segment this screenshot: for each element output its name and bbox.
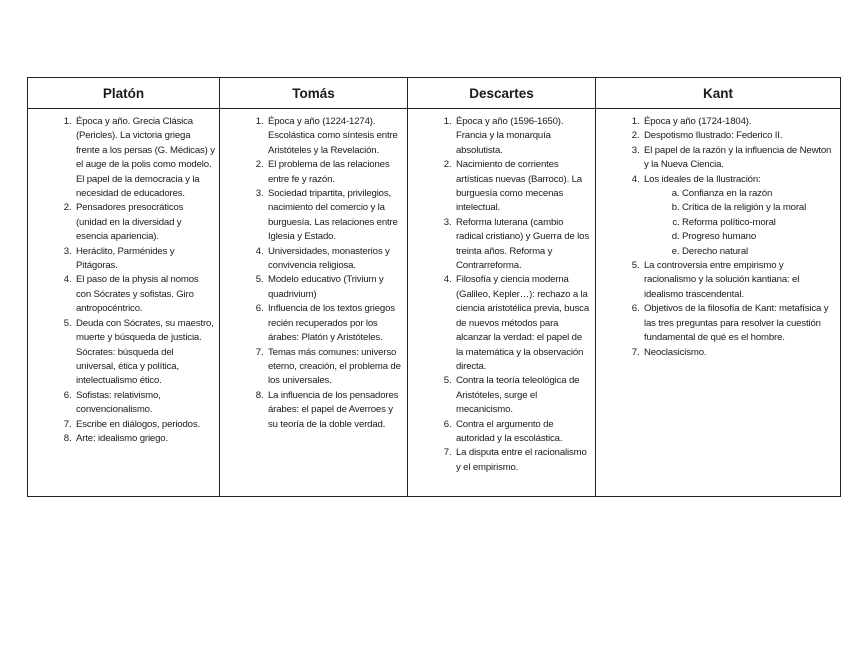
list-item <box>642 173 836 259</box>
column-header-platon: Platón <box>28 78 220 109</box>
ilustracion-sublist <box>644 187 836 259</box>
list-item: 6. Influencia de los textos griegos recién recuperados por los árabes: Platón y Aristóteles. <box>266 302 403 345</box>
kant-list <box>600 115 836 360</box>
list-item: 5. La controversia entre empirismo y racionalismo y la solución kantiana: el idealismo trascendental. <box>642 259 836 302</box>
list-item: 6. Sofistas: relativismo, convencionalismo. <box>74 389 215 418</box>
list-item: 7. Neoclasicismo. <box>642 346 836 360</box>
list-item: 6. Objetivos de la filosofía de Kant: metafísica y las tres preguntas para resolver la cuestión fundamental de qué es el hombre. <box>642 302 836 345</box>
list-item: 7. La disputa entre el racionalismo y el empirismo. <box>454 446 591 475</box>
list-item: 2. El problema de las relaciones entre fe y razón. <box>266 158 403 187</box>
comparison-table <box>27 77 841 497</box>
platon-list <box>32 115 215 446</box>
sub-list-item: d. Progreso humano <box>682 230 836 244</box>
list-item: 5. Contra la teoría teleológica de Aristóteles, surge el mecanicismo. <box>454 374 591 417</box>
sub-list-item: c. Reforma político-moral <box>682 216 836 230</box>
header-row <box>28 78 841 109</box>
list-item: 1. Época y año (1224-1274). Escolástica como síntesis entre Aristóteles y la Revelación. <box>266 115 403 158</box>
list-item: 2. Pensadores presocráticos (unidad en la diversidad y esencia apariencia). <box>74 201 215 244</box>
list-item: 3. Sociedad tripartita, privilegios, nacimiento del comercio y la burguesía. Las relaciones entre Iglesia y Estado. <box>266 187 403 245</box>
list-item-text: Los ideales de la Ilustración: <box>644 173 761 185</box>
column-header-descartes: Descartes <box>408 78 596 109</box>
tomas-list <box>224 115 403 432</box>
list-item: 7. Temas más comunes: universo eterno, creación, el problema de los universales. <box>266 346 403 389</box>
list-item: 3. Reforma luterana (cambio radical cristiano) y Guerra de los treinta años. Reforma y Contrarreforma. <box>454 216 591 274</box>
list-item: 2. Despotismo Ilustrado: Federico II. <box>642 129 836 143</box>
list-item: 3. El papel de la razón y la influencia de Newton y la Nueva Ciencia. <box>642 144 836 173</box>
list-item: 6. Contra el argumento de autoridad y la escolástica. <box>454 418 591 447</box>
platon-cell <box>28 109 220 497</box>
sub-list-item: a. Confianza en la razón <box>682 187 836 201</box>
descartes-list <box>412 115 591 475</box>
list-item: 4. Universidades, monasterios y convivencia religiosa. <box>266 245 403 274</box>
list-item: 5. Modelo educativo (Trivium y quadrivium) <box>266 273 403 302</box>
list-item: 4. El paso de la physis al nomos con Sócrates y sofistas. Giro antropocéntrico. <box>74 273 215 316</box>
list-item: 2. Nacimiento de corrientes artísticas nuevas (Barroco). La burguesía como mecenas intelectual. <box>454 158 591 216</box>
list-item: 4. Filosofía y ciencia moderna (Galileo, Kepler…): rechazo a la ciencia aristotélica previa, busca de nuevos métodos para alcanzar la verdad: el papel de la matemática y la observación directa. <box>454 273 591 374</box>
kant-cell <box>596 109 841 497</box>
descartes-cell <box>408 109 596 497</box>
list-item: 7. Escribe en diálogos, periodos. <box>74 418 215 432</box>
list-item: 5. Deuda con Sócrates, su maestro, muerte y búsqueda de justicia. Sócrates: búsqueda del universal, ética y política, intelectualismo ético. <box>74 317 215 389</box>
column-header-kant: Kant <box>596 78 841 109</box>
tomas-cell <box>220 109 408 497</box>
list-item: 8. La influencia de los pensadores árabes: el papel de Averroes y su teoría de la doble verdad. <box>266 389 403 432</box>
column-header-tomas: Tomás <box>220 78 408 109</box>
list-item: 1. Época y año. Grecia Clásica (Pericles). La victoria griega frente a los persas (G. Médicas) y el auge de la polis como modelo. El papel de la democracia y la necesidad de educadores. <box>74 115 215 201</box>
list-item: 8. Arte: idealismo griego. <box>74 432 215 446</box>
list-item: 1. Época y año (1724-1804). <box>642 115 836 129</box>
content-row <box>28 109 841 497</box>
list-item: 3. Heráclito, Parménides y Pitágoras. <box>74 245 215 274</box>
sub-list-item: e. Derecho natural <box>682 245 836 259</box>
list-item: 1. Época y año (1596-1650). Francia y la monarquía absolutista. <box>454 115 591 158</box>
sub-list-item: b. Crítica de la religión y la moral <box>682 201 836 215</box>
